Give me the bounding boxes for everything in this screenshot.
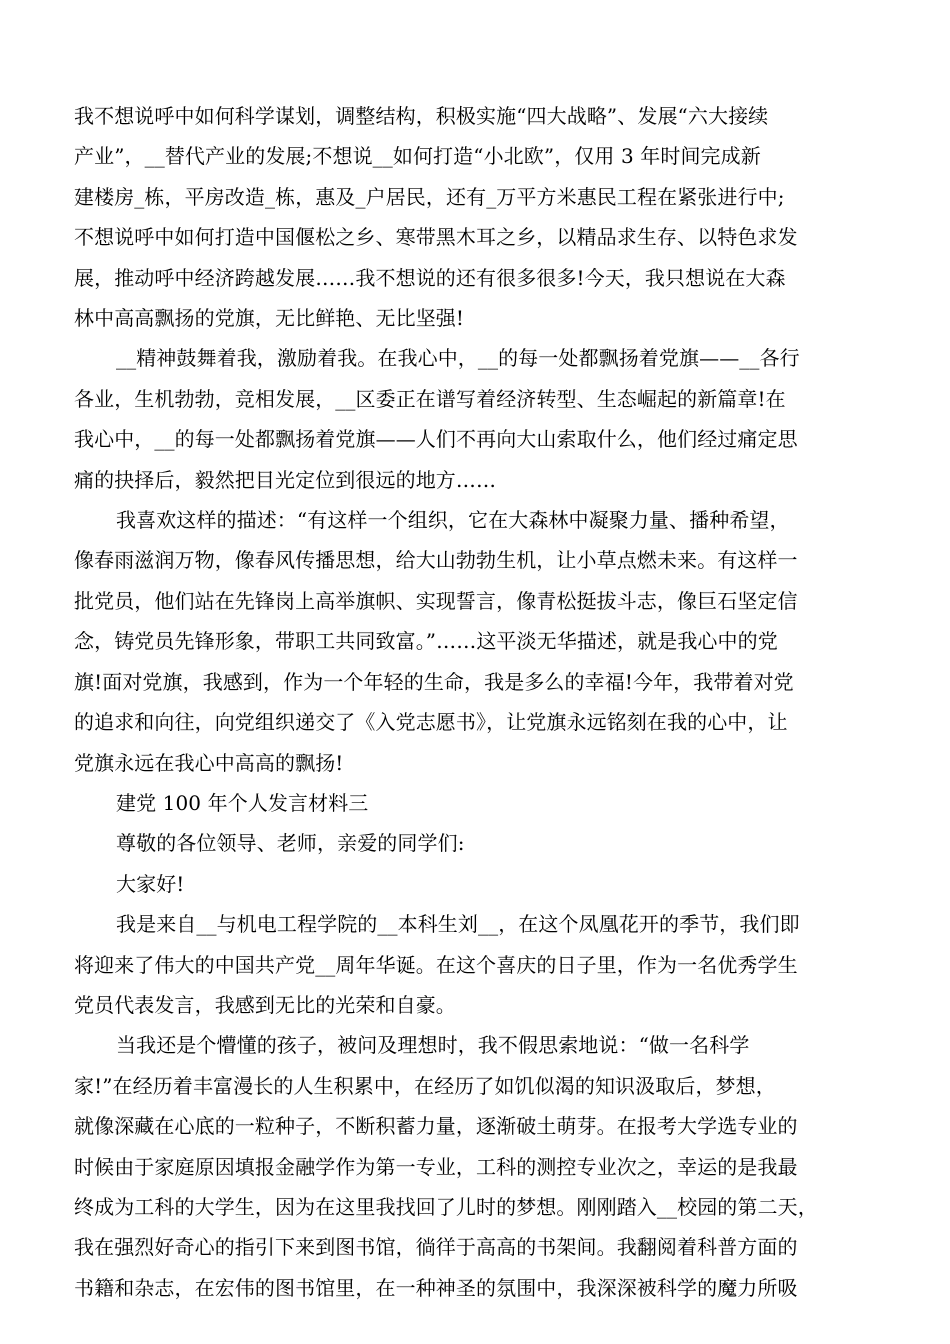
paragraph: [74, 864, 882, 904]
paragraph: [74, 338, 882, 500]
paragraph: [74, 1025, 882, 1308]
text-line: 当我还是个懵懂的孩子，被问及理想时，我不假思索地说：“做一名科学: [116, 1033, 750, 1058]
paragraph: [74, 823, 882, 863]
text-line: 我不想说呼中如何科学谋划，调整结构，积极实施“四大战略”、发展“六大接续: [74, 104, 769, 128]
text-line: 我心中，__的每一处都飘扬着党旗——人们不再向大山索取什么，他们经过痛定思: [74, 427, 798, 452]
text-line: 我喜欢这样的描述：“有这样一个组织，它在大森林中凝聚力量、播种希望，: [116, 508, 790, 533]
text-line: 林中高高飘扬的党旗，无比鲜艳、无比坚强!: [74, 306, 465, 331]
text-line: 就像深藏在心底的一粒种子，不断积蓄力量，逐渐破土萌芽。在报考大学选专业的: [74, 1114, 798, 1139]
text-line: 像春雨滋润万物，像春风传播思想，给大山勃勃生机，让小草点燃未来。有这样一: [74, 548, 798, 573]
paragraph: [74, 783, 882, 823]
text-line: 痛的抉择后，毅然把目光定位到很远的地方……: [74, 467, 497, 492]
text-line: 党员代表发言，我感到无比的光荣和自豪。: [74, 992, 456, 1017]
text-line: 的追求和向往，向党组织递交了《入党志愿书》，让党旗永远铭刻在我的心中，让: [74, 710, 788, 735]
text-line: 书籍和杂志，在宏伟的图书馆里，在一种神圣的氛围中，我深深被科学的魔力所吸: [74, 1275, 798, 1300]
text-line: 产业”，__替代产业的发展;不想说__如何打造“小北欧”，仅用 3 年时间完成新: [74, 144, 761, 169]
paragraph: [74, 904, 882, 1025]
text-line: 家!”在经历着丰富漫长的人生积累中，在经历了如饥似渴的知识汲取后，梦想，: [74, 1073, 776, 1098]
paragraph: [74, 500, 882, 783]
text-line: 终成为工科的大学生，因为在这里我找回了儿时的梦想。刚刚踏入__校园的第二天，: [74, 1194, 818, 1219]
text-line: 展，推动呼中经济跨越发展……我不想说的还有很多很多!今天，我只想说在大森: [74, 265, 786, 290]
text-line: 尊敬的各位领导、老师，亲爱的同学们:: [116, 831, 465, 856]
text-line: 批党员，他们站在先锋岗上高举旗帜、实现誓言，像青松挺拔斗志，像巨石坚定信: [74, 588, 798, 613]
text-line: 我在强烈好奇心的指引下来到图书馆，徜徉于高高的书架间。我翻阅着科普方面的: [74, 1235, 798, 1260]
text-line: 大家好!: [116, 871, 185, 896]
document-page: [74, 96, 882, 1308]
text-line: 时候由于家庭原因填报金融学作为第一专业，工科的测控专业次之，幸运的是我最: [74, 1154, 798, 1179]
text-line: 不想说呼中如何打造中国偃松之乡、寒带黑木耳之乡，以精品求生存、以特色求发: [74, 225, 798, 250]
text-line: 旗!面对党旗，我感到，作为一个年轻的生命，我是多么的幸福!今年，我带着对党: [74, 669, 794, 694]
text-line: 各业，生机勃勃，竞相发展，__区委正在谱写着经济转型、生态崛起的新篇章!在: [74, 386, 786, 411]
text-line: 我是来自__与机电工程学院的__本科生刘__，在这个凤凰花开的季节，我们即: [116, 912, 800, 937]
text-line: __精神鼓舞着我，激励着我。在我心中，__的每一处都飘扬着党旗——__各行: [116, 346, 800, 371]
text-line: 将迎来了伟大的中国共产党__周年华诞。在这个喜庆的日子里，作为一名优秀学生: [74, 952, 798, 977]
text-line: 念，铸党员先锋形象，带职工共同致富。”……这平淡无华描述，就是我心中的党: [74, 629, 778, 654]
text-line: 建楼房_栋，平房改造_栋，惠及_户居民，还有_万平方米惠民工程在紧张进行中;: [74, 184, 785, 209]
text-line: 党旗永远在我心中高高的飘扬!: [74, 750, 344, 775]
text-line: 建党 100 年个人发言材料三: [116, 790, 369, 815]
paragraph: [74, 96, 882, 338]
